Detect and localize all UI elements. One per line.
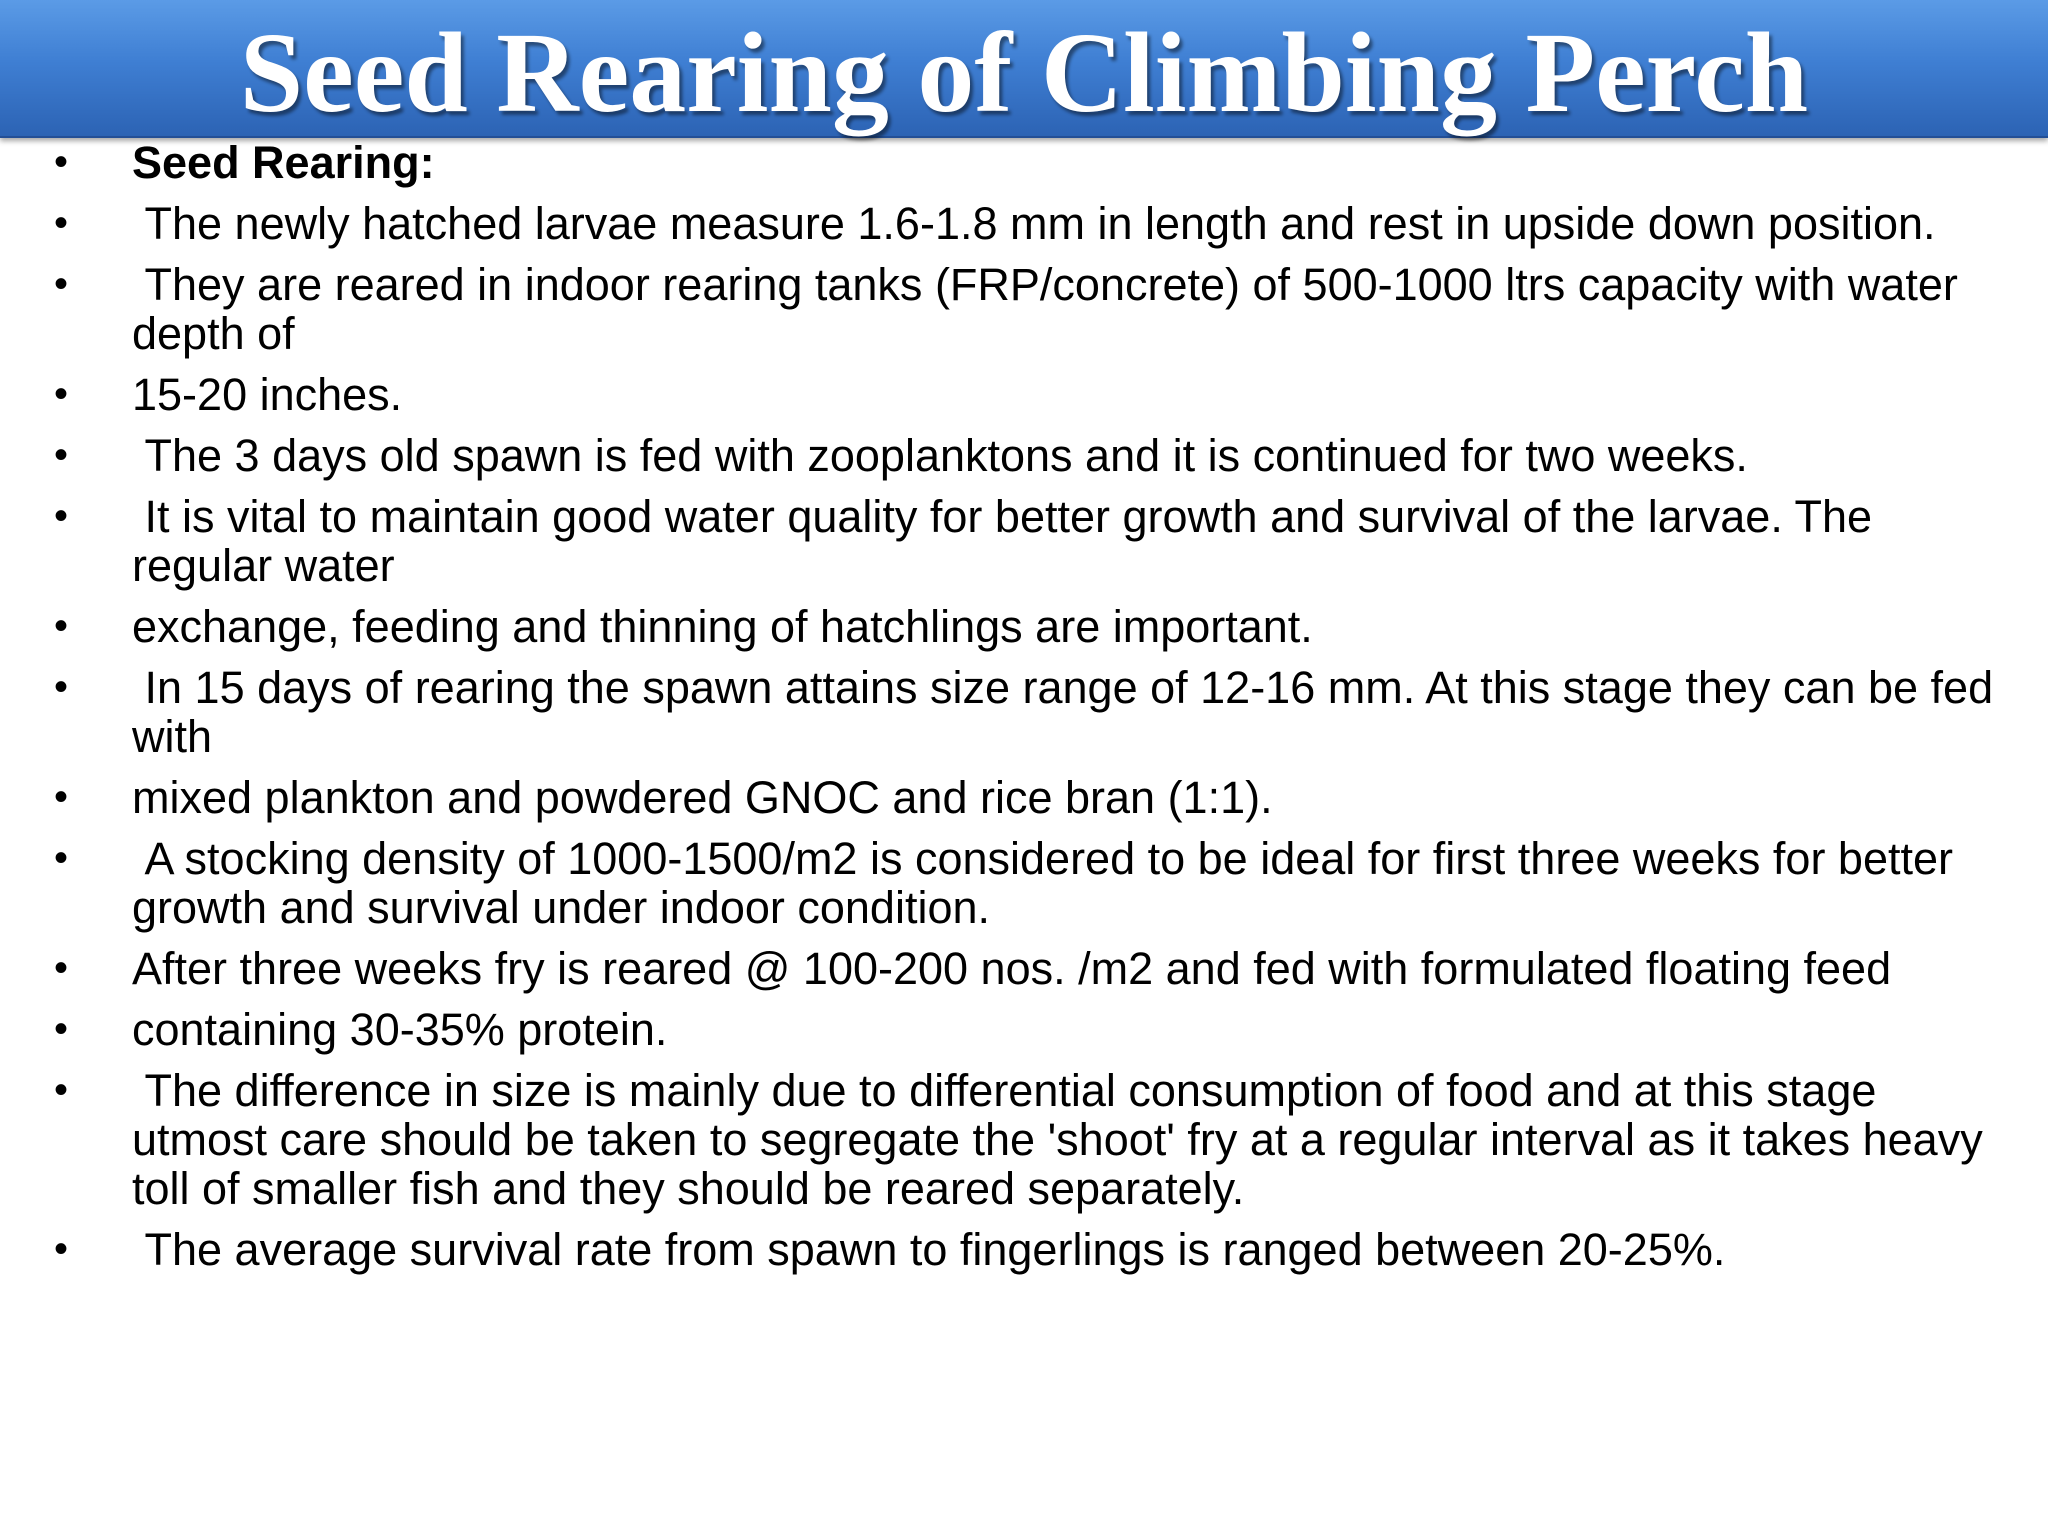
bullet-text: The average survival rate from spawn to fingerlings is ranged between 20-25%. [132, 1224, 1726, 1275]
bullet-dot: • [54, 604, 69, 648]
bullet-item [0, 260, 2048, 358]
bullet-item [0, 138, 2048, 187]
bullet-text: A stocking density of 1000-1500/m2 is considered to be ideal for first three weeks for better growth and survival under indoor condition. [132, 833, 1966, 933]
bullet-item [0, 944, 2048, 993]
bullet-dot: • [54, 665, 69, 709]
bullet-list [0, 138, 2048, 1286]
bullet-item [0, 602, 2048, 651]
bullet-dot: • [54, 372, 69, 416]
bullet-dot: • [54, 1068, 69, 1112]
bullet-text: In 15 days of rearing the spawn attains size range of 12-16 mm. At this stage they can be fed with [132, 662, 2006, 762]
title-bar [0, 0, 2048, 138]
bullet-dot: • [54, 433, 69, 477]
bullet-text: 15-20 inches. [132, 369, 403, 420]
bullet-text: After three weeks fry is reared @ 100-200 nos. /m2 and fed with formulated floating feed [132, 943, 1892, 994]
bullet-dot: • [54, 775, 69, 819]
bullet-item [0, 663, 2048, 761]
bullet-text: The difference in size is mainly due to differential consumption of food and at this stage utmost care should be taken to segregate the 'shoot' fry at a regular interval as it takes heavy toll of smaller fish and they should be reared separately. [132, 1065, 1996, 1214]
bullet-text: It is vital to maintain good water quality for better growth and survival of the larvae. The regular water [132, 491, 1885, 591]
bullet-text: exchange, feeding and thinning of hatchlings are important. [132, 601, 1313, 652]
bullet-dot: • [54, 1007, 69, 1051]
bullet-item [0, 199, 2048, 248]
bullet-item [0, 431, 2048, 480]
bullet-text: The newly hatched larvae measure 1.6-1.8 mm in length and rest in upside down position. [132, 198, 1936, 249]
bullet-dot: • [54, 262, 69, 306]
bullet-text: The 3 days old spawn is fed with zooplanktons and it is continued for two weeks. [132, 430, 1748, 481]
bullet-item [0, 773, 2048, 822]
bullet-dot: • [54, 494, 69, 538]
bullet-heading: Seed Rearing: [132, 137, 435, 188]
bullet-dot: • [54, 836, 69, 880]
bullet-item [0, 1005, 2048, 1054]
bullet-text: mixed plankton and powdered GNOC and rice bran (1:1). [132, 772, 1273, 823]
bullet-item [0, 834, 2048, 932]
bullet-dot: • [54, 1227, 69, 1271]
bullet-item [0, 1225, 2048, 1274]
bullet-item [0, 1066, 2048, 1213]
bullet-text: containing 30-35% protein. [132, 1004, 668, 1055]
slide-title: Seed Rearing of Climbing Perch [239, 9, 1809, 136]
bullet-dot: • [54, 946, 69, 990]
bullet-item [0, 370, 2048, 419]
bullet-dot: • [54, 201, 69, 245]
bullet-item [0, 492, 2048, 590]
bullet-text: They are reared in indoor rearing tanks (FRP/concrete) of 500-1000 ltrs capacity with water depth of [132, 259, 1971, 359]
bullet-dot: • [54, 140, 69, 184]
